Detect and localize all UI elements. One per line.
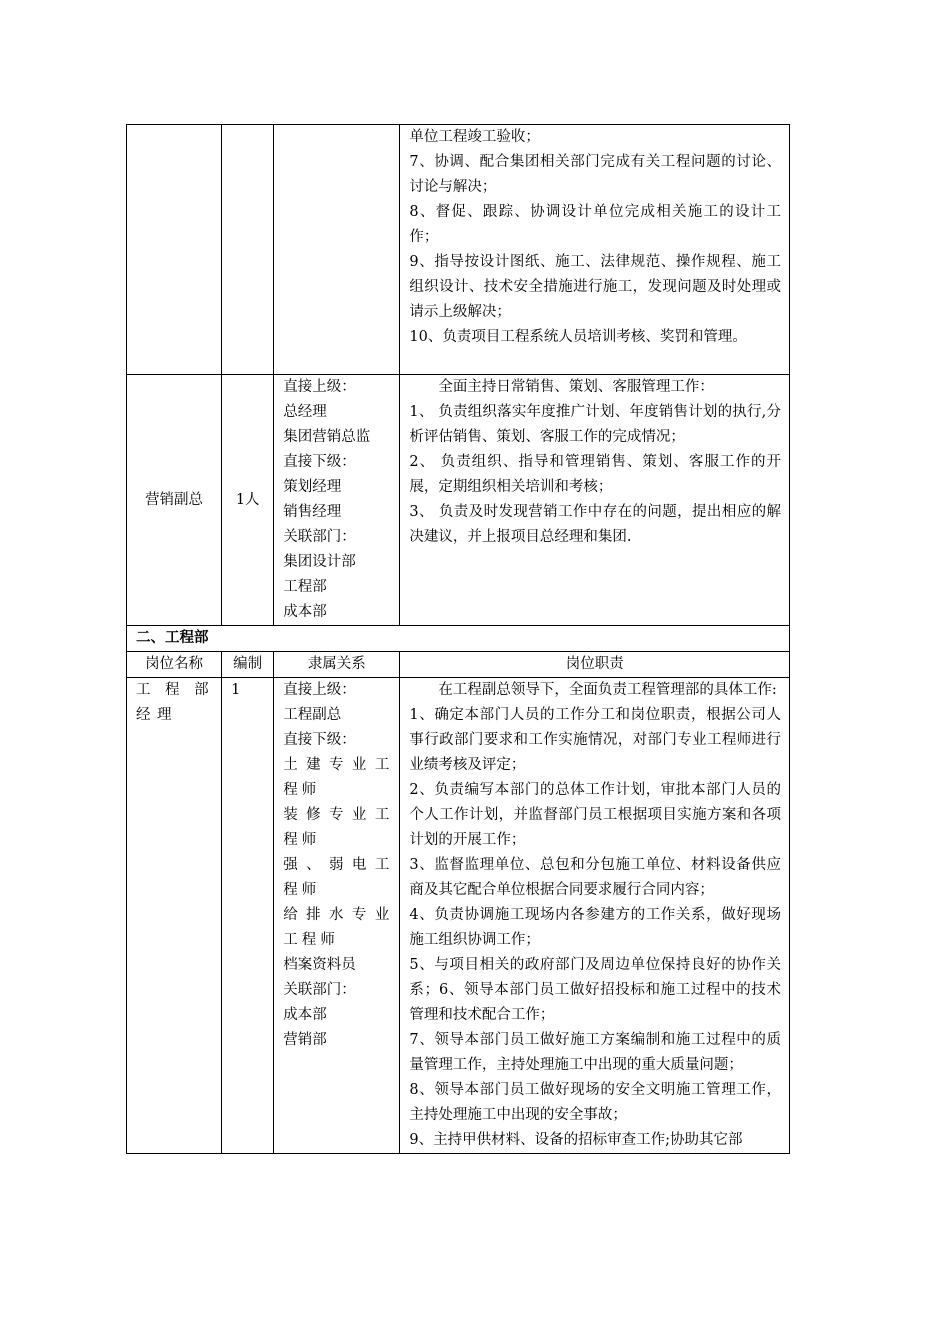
relation-item: 关联部门： [283, 529, 356, 545]
section-title-row [127, 626, 790, 652]
duties-intro: 全面主持日常销售、策划、客服管理工作： [438, 379, 714, 395]
header-headcount: 编制 [222, 652, 274, 678]
relation-item: 直接上级： [283, 682, 356, 698]
relation-item: 成本部 [283, 604, 327, 620]
duty-line: 5、与项目相关的政府部门及周边单位保持良好的协作关系；6、领导本部门员工做好招投标和施工过程中的技术管理和技术配合工作； [409, 957, 781, 1023]
duty-line: 10、负责项目工程系统人员培训考核、奖罚和管理。 [409, 329, 747, 345]
table-row-continuation [127, 125, 790, 375]
cell-relations [274, 125, 400, 375]
duty-line: 7、领导本部门员工做好施工方案编制和施工过程中的质量管理工作，主持处理施工中出现的重大质量问题； [409, 1032, 781, 1073]
duty-line: 3、监督监理单位、总包和分包施工单位、材料设备供应商及其它配合单位根据合同要求履行合同内容； [409, 857, 781, 898]
relation-item: 直接上级： [283, 379, 356, 395]
header-relations: 隶属关系 [274, 652, 400, 678]
section-title: 二、工程部 [127, 626, 790, 652]
duties-cell [400, 375, 790, 626]
relation-item: 工程部 [283, 579, 327, 595]
duty-line: 1、确定本部门人员的工作分工和岗位职责，根据公司人事行政部门要求和工作实施情况，对部门专业工程师进行业绩考核及评定； [409, 707, 781, 773]
relation-item: 土建专业工程师 [283, 757, 394, 798]
job-duties-table [126, 124, 790, 1154]
relation-item: 装修专业工程师 [283, 807, 394, 848]
headcount: 1人 [222, 375, 274, 626]
table-row-engineering [127, 678, 790, 1154]
duty-line: 单位工程竣工验收； [409, 129, 540, 145]
duty-line: 9、指导按设计图纸、施工、法律规范、操作规程、施工组织设计、技术安全措施进行施工，发现问题及时处理或请示上级解决； [409, 254, 781, 320]
duty-line: 8、领导本部门员工做好现场的安全文明施工管理工作，主持处理施工中出现的安全事故； [409, 1082, 781, 1123]
duties-intro: 在工程副总领导下，全面负责工程管理部的具体工作: [438, 682, 777, 698]
table-header-row [127, 652, 790, 678]
header-position-name: 岗位名称 [127, 652, 222, 678]
table-row-marketing [127, 375, 790, 626]
cell-duties [400, 125, 790, 375]
position-name-text: 工程部经理 [136, 682, 216, 723]
duty-line: 9、主持甲供材料、设备的招标审查工作;协助其它部 [409, 1132, 743, 1148]
relation-item: 集团设计部 [283, 554, 356, 570]
duty-line: 2、负责编写本部门的总体工作计划，审批本部门人员的个人工作计划，并监督部门员工根据项目实施方案和各项计划的开展工作； [409, 782, 781, 848]
relation-item: 集团营销总监 [283, 429, 371, 445]
relation-item: 直接下级： [283, 454, 356, 470]
relation-item: 策划经理 [283, 479, 342, 495]
duty-line: 8、督促、跟踪、协调设计单位完成相关施工的设计工作； [409, 204, 781, 245]
relation-item: 强、弱电工程师 [283, 857, 394, 898]
duty-line: 2、 负责组织、指导和管理销售、策划、客服工作的开展，定期组织相关培训和考核； [409, 454, 781, 495]
duty-line: 7、协调、配合集团相关部门完成有关工程问题的讨论、讨论与解决； [409, 154, 781, 195]
position-name: 营销副总 [127, 375, 222, 626]
header-duties: 岗位职责 [400, 652, 790, 678]
relation-item: 营销部 [283, 1032, 327, 1048]
relations-cell [274, 375, 400, 626]
relation-item: 销售经理 [283, 504, 342, 520]
relation-item: 直接下级： [283, 732, 356, 748]
duty-line: 3、 负责及时发现营销工作中存在的问题，提出相应的解决建议，并上报项目总经理和集团. [409, 504, 781, 545]
duty-line: 4、负责协调施工现场内各参建方的工作关系，做好现场施工组织协调工作； [409, 907, 781, 948]
relation-item: 总经理 [283, 404, 327, 420]
position-name [127, 678, 222, 1154]
duties-cell [400, 678, 790, 1154]
duty-line: 1、 负责组织落实年度推广计划、年度销售计划的执行,分析评估销售、策划、客服工作的完成情况； [409, 404, 781, 445]
relation-item: 成本部 [283, 1007, 327, 1023]
headcount: 1 [222, 678, 274, 1154]
cell-position-name [127, 125, 222, 375]
relation-item: 关联部门： [283, 982, 356, 998]
relation-item: 给排水专业工程师 [283, 907, 394, 948]
relation-item: 工程副总 [283, 707, 342, 723]
relations-cell [274, 678, 400, 1154]
cell-headcount [222, 125, 274, 375]
relation-item: 档案资料员 [283, 957, 356, 973]
